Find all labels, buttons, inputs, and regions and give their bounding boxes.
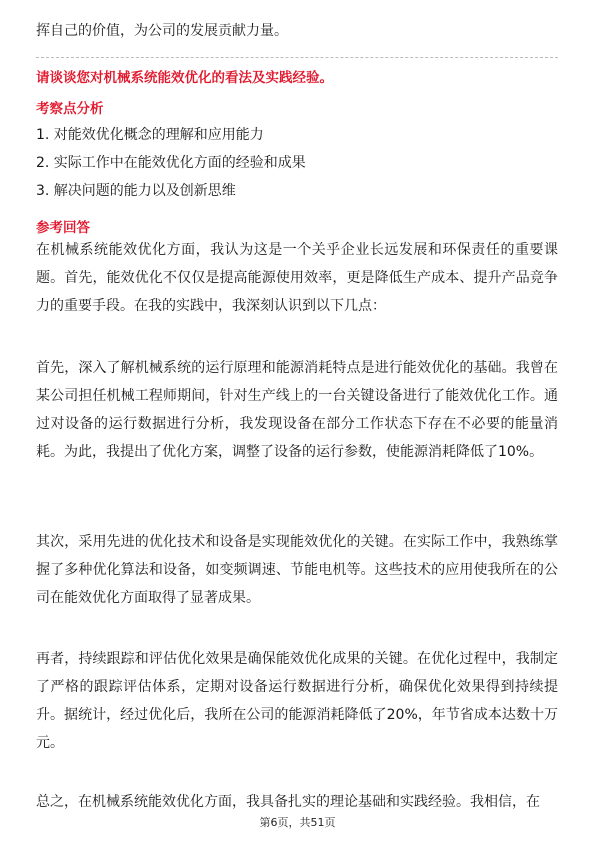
answer-paragraph: 首先，深入了解机械系统的运行原理和能源消耗特点是进行能效优化的基础。我曾在某公司担任机械工程师期间，针对生产线上的一台关键设备进行了能效优化工作。通过对设备的运行数据进行分析，我发现设备在部分工作状态下存在不必要的能量消耗。为此，我提出了优化方案，调整了设备的运行参数，使能源消耗降低了10%。	[36, 360, 558, 460]
answer-paragraph: 总之，在机械系统能效优化方面，我具备扎实的理论基础和实践经验。我相信，在	[36, 794, 540, 810]
answer-paragraph: 其次，采用先进的优化技术和设备是实现能效优化的关键。在实际工作中，我熟练掌握了多种优化算法和设备，如变频调速、节能电机等。这些技术的应用使我所在的公司在能效优化方面取得了显著成果。	[36, 534, 558, 606]
analysis-point: 2. 实际工作中在能效优化方面的经验和成果	[36, 155, 306, 171]
question-heading: 请谈谈您对机械系统能效优化的看法及实践经验。	[36, 70, 333, 86]
analysis-points	[36, 125, 306, 209]
answer-heading: 参考回答	[36, 220, 90, 236]
answer-paragraph: 再者，持续跟踪和评估优化效果是确保能效优化成果的关键。在优化过程中，我制定了严格的跟踪评估体系，定期对设备运行数据进行分析，确保优化效果得到持续提升。据统计，经过优化后，我所在公司的能源消耗降低了20%，年节省成本达数十万元。	[36, 651, 558, 751]
page-number: 第6页，共51页	[259, 816, 336, 829]
analysis-heading: 考察点分析	[36, 101, 104, 117]
carryover-text: 挥自己的价值，为公司的发展贡献力量。	[36, 23, 288, 39]
answer-paragraph: 在机械系统能效优化方面，我认为这是一个关乎企业长远发展和环保责任的重要课题。首先，能效优化不仅仅是提高能源使用效率，更是降低生产成本、提升产品竞争力的重要手段。在我的实践中，我深刻认识到以下几点：	[36, 242, 558, 314]
section-divider	[36, 57, 558, 58]
analysis-point: 1. 对能效优化概念的理解和应用能力	[36, 127, 264, 143]
analysis-point: 3. 解决问题的能力以及创新思维	[36, 183, 236, 199]
